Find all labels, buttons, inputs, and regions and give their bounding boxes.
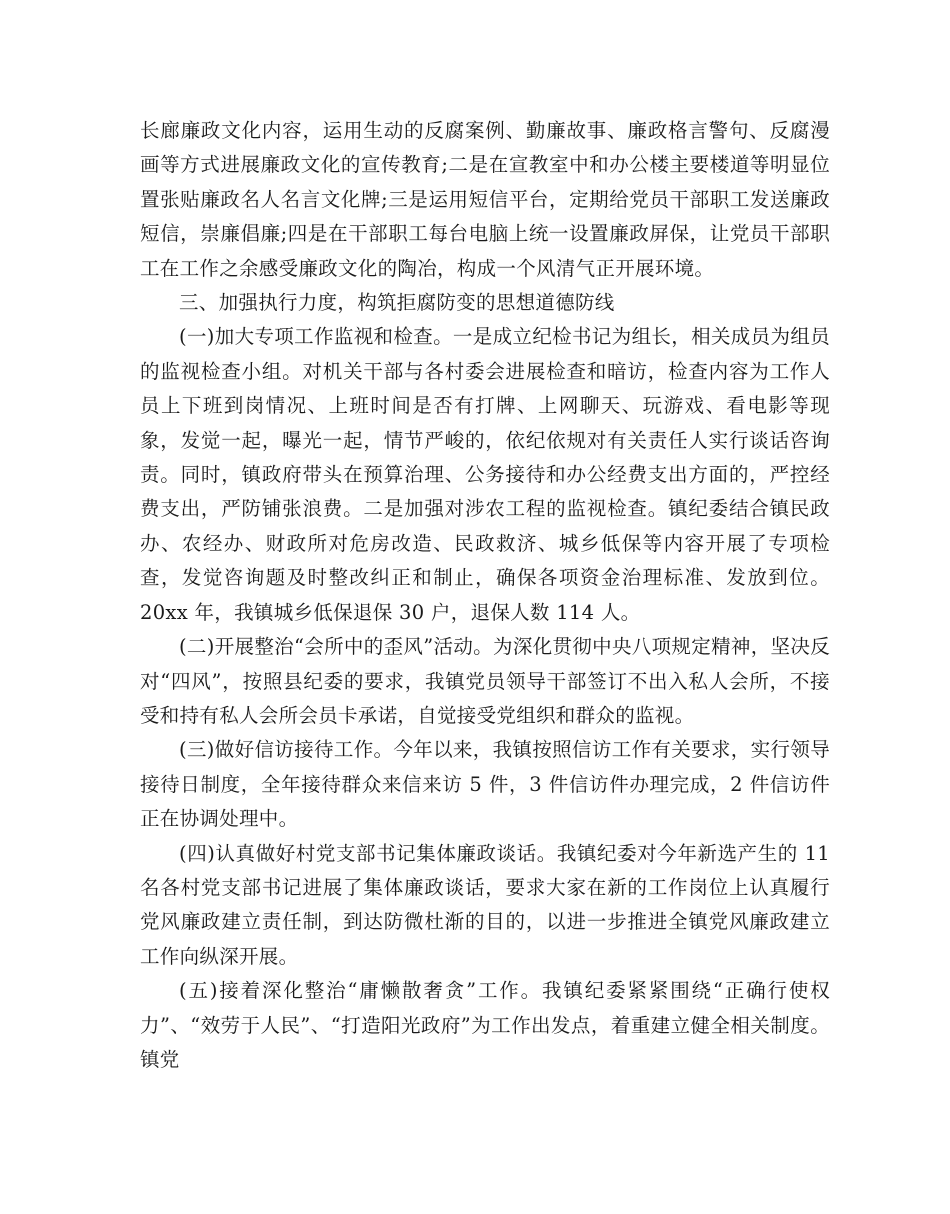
paragraph-item-4: (四)认真做好村党支部书记集体廉政谈话。我镇纪委对今年新选产生的 11 名各村党支部书记进展了集体廉政谈话，要求大家在新的工作岗位上认真履行党风廉政建立责任制，到达防微杜渐的目的，以进一步推进全镇党风廉政建立工作向纵深开展。	[140, 841, 830, 968]
document-body	[140, 114, 830, 1077]
paragraph-item-5: (五)接着深化整治“庸懒散奢贪”工作。我镇纪委紧紧围绕“正确行使权力”、“效劳于人民”、“打造阳光政府”为工作出发点，着重建立健全相关制度。镇党	[140, 979, 830, 1071]
section-heading: 三、加强执行力度，构筑拒腐防变的思想道德防线	[179, 291, 615, 315]
paragraph-item-2: (二)开展整治“会所中的歪风”活动。为深化贯彻中央八项规定精神，坚决反对“四风”，按照县纪委的要求，我镇党员领导干部签订不出入私人会所，不接受和持有私人会所会员卡承诺，自觉接受党组织和群众的监视。	[140, 635, 830, 727]
paragraph-item-3: (三)做好信访接待工作。今年以来，我镇按照信访工作有关要求，实行领导接待日制度，全年接待群众来信来访 5 件，3 件信访件办理完成，2 件信访件正在协调处理中。	[140, 738, 830, 831]
paragraph-continuation: 长廊廉政文化内容，运用生动的反腐案例、勤廉故事、廉政格言警句、反腐漫画等方式进展廉政文化的宣传教育;二是在宣教室中和办公楼主要楼道等明显位置张贴廉政名人名言文化牌;三是运用短信平台，定期给党员干部职工发送廉政短信，崇廉倡廉;四是在干部职工每台电脑上统一设置廉政屏保，让党员干部职工在工作之余感受廉政文化的陶冶，构成一个风清气正开展环境。	[140, 119, 830, 280]
paragraph-item-1: (一)加大专项工作监视和检查。一是成立纪检书记为组长，相关成员为组员的监视检查小组。对机关干部与各村委会进展检查和暗访，检查内容为工作人员上下班到岗情况、上班时间是否有打牌、上网聊天、玩游戏、看电影等现象，发觉一起，曝光一起，情节严峻的，依纪依规对有关责任人实行谈话咨询责。同时，镇政府带头在预算治理、公务接待和办公经费支出方面的，严控经费支出，严防铺张浪费。二是加强对涉农工程的监视检查。镇纪委结合镇民政办、农经办、财政所对危房改造、民政救济、城乡低保等内容开展了专项检查，发觉咨询题及时整改纠正和制止，确保各项资金治理标准、发放到位。20xx 年，我镇城乡低保退保 30 户，退保人数 114 人。	[140, 325, 830, 624]
